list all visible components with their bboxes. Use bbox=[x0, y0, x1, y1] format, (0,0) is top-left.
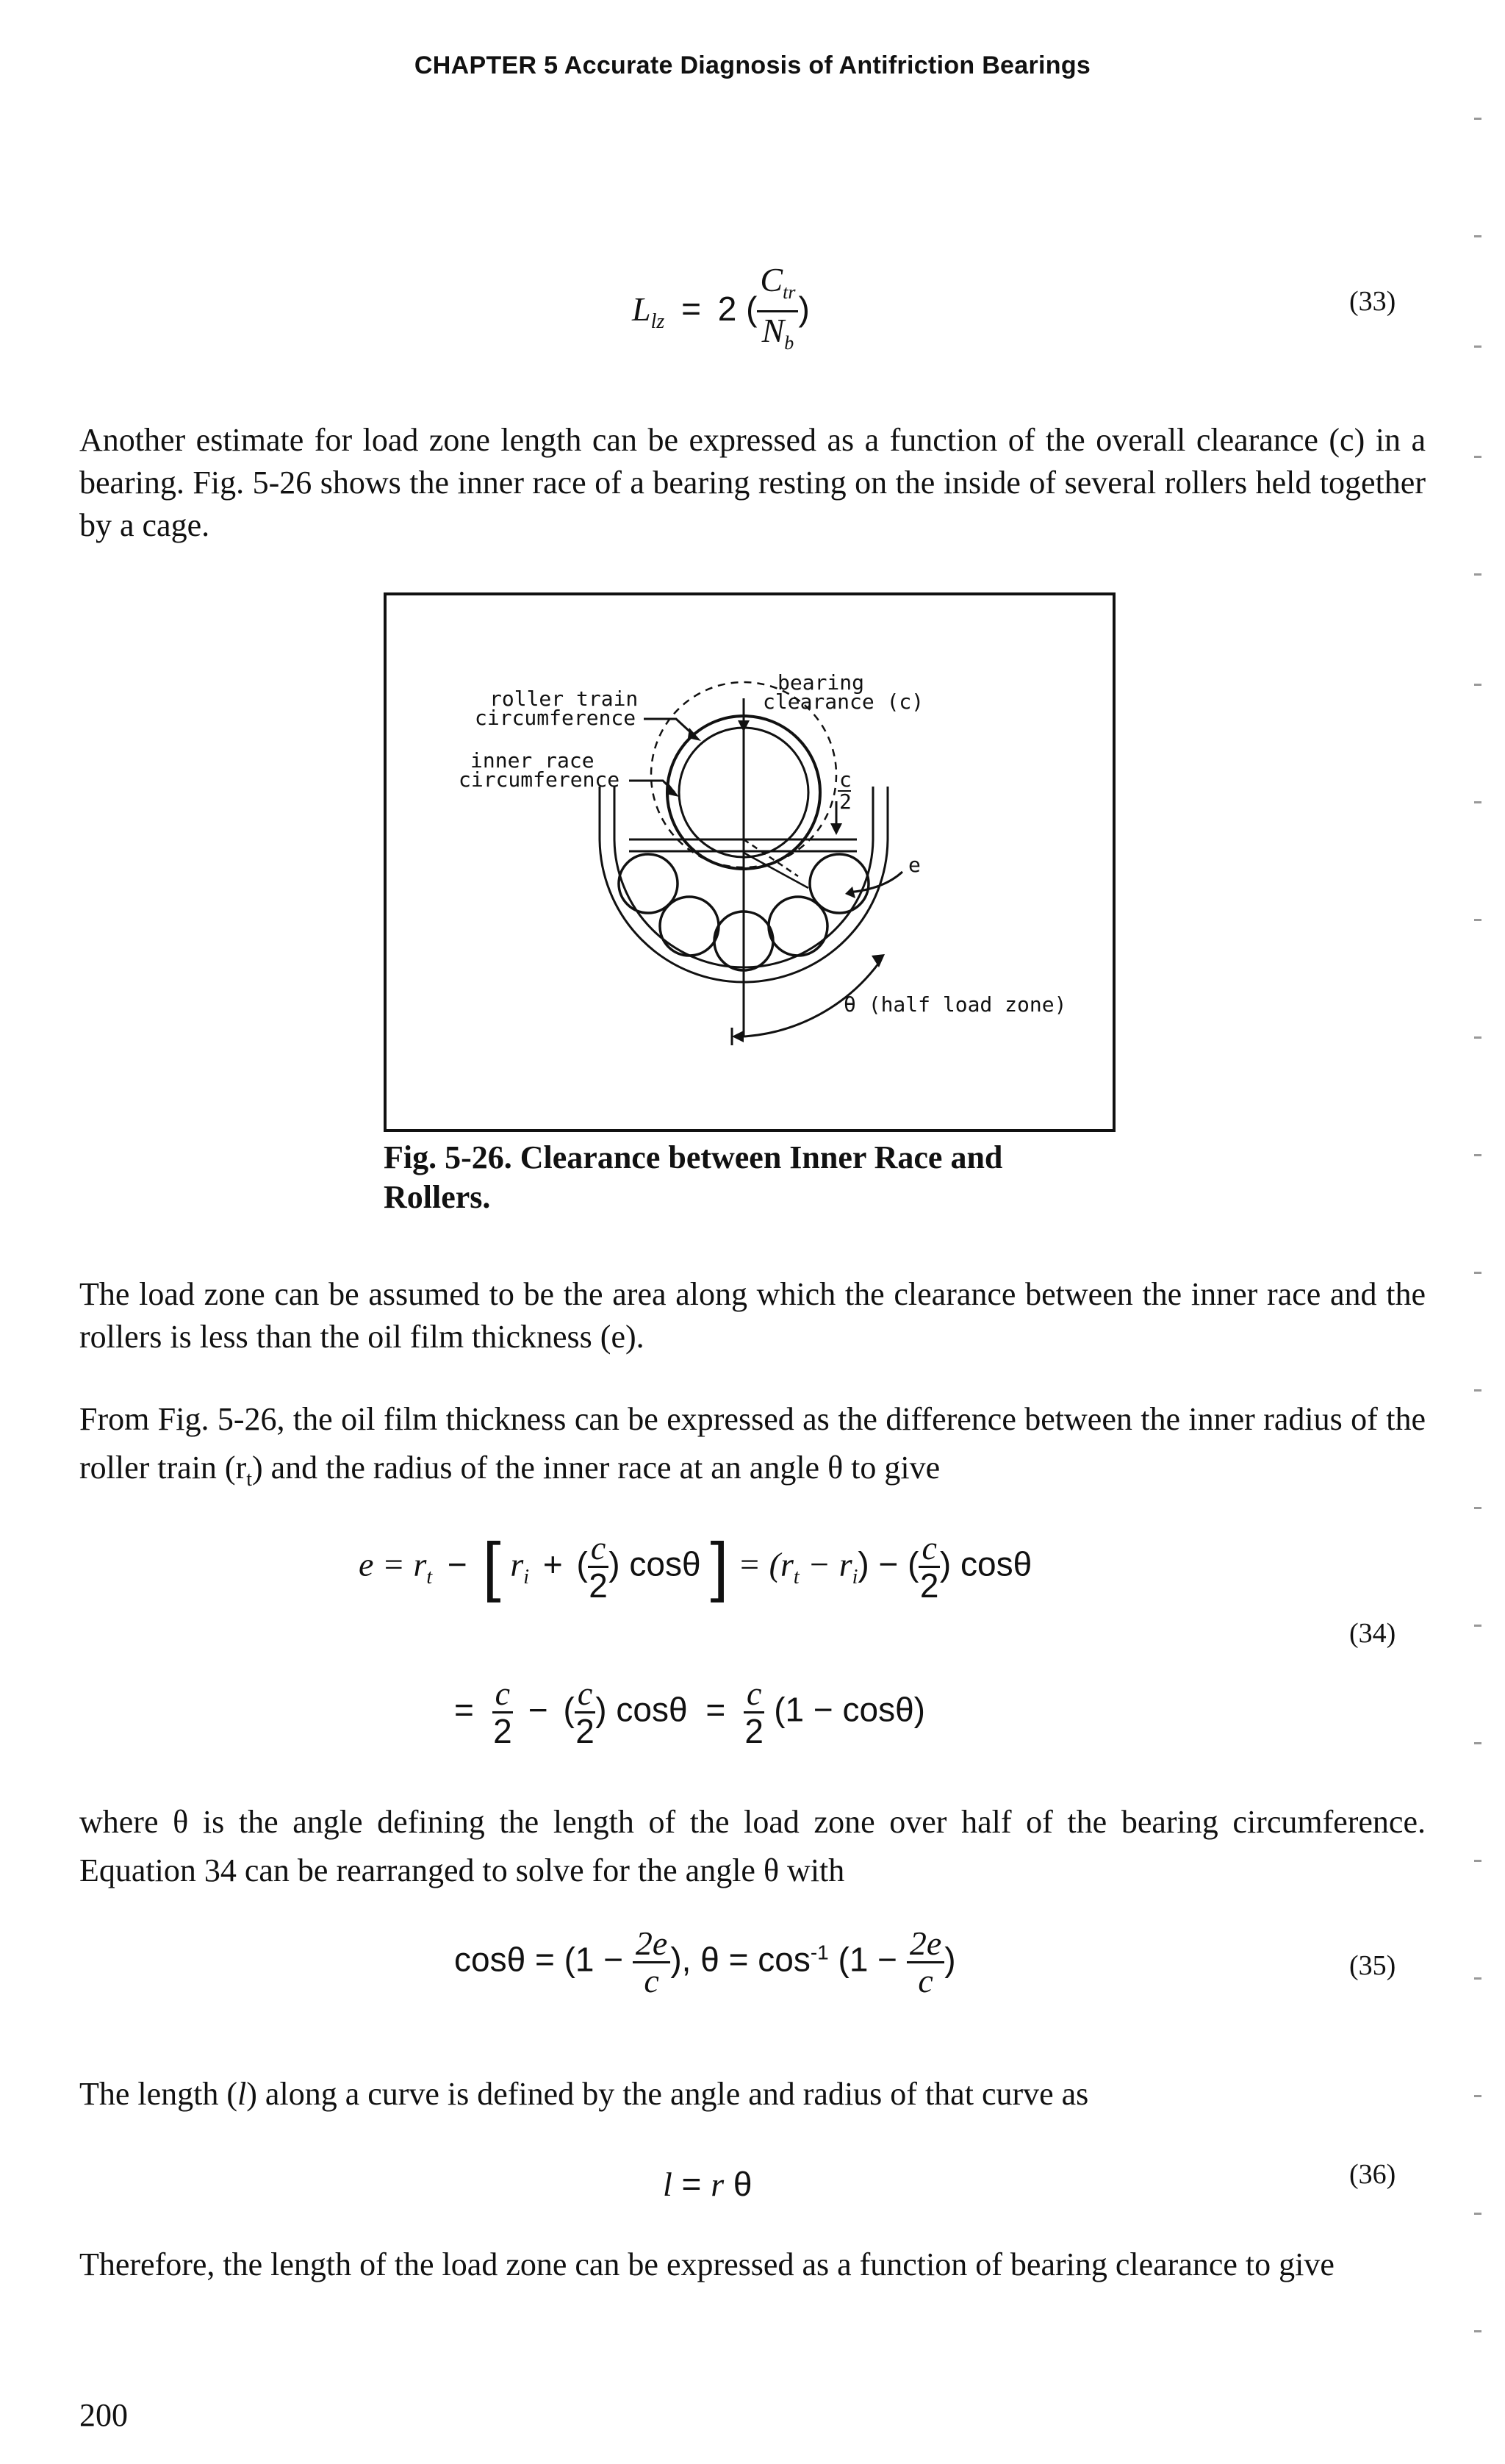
figure-5-26 bbox=[384, 592, 1116, 1132]
equation-number-35: (35) bbox=[1349, 1950, 1396, 1981]
paragraph-3: From Fig. 5-26, the oil film thickness can be expressed as the difference between the inner radius of the roller train $(r_t)$ and the radius of the inner race at an angle θ to give bbox=[79, 1401, 1426, 1491]
margin-tick bbox=[1474, 118, 1481, 120]
equation-34-line-2: = $\frac{c}{2}$ − ( $\frac{c}{2}$ ) cosθ = $\frac{c}{2}$ (1 − cosθ) bbox=[454, 1675, 925, 1750]
margin-tick bbox=[1474, 1625, 1481, 1627]
margin-tick bbox=[1474, 1860, 1481, 1862]
label-2: 2 bbox=[839, 789, 852, 814]
margin-tick bbox=[1474, 1154, 1481, 1156]
margin-tick bbox=[1474, 573, 1481, 576]
equation-number-36: (36) bbox=[1349, 2159, 1396, 2190]
figure-caption: Fig. 5-26. Clearance between Inner Race and Rollers. bbox=[384, 1139, 1003, 1215]
margin-tick bbox=[1474, 1389, 1481, 1392]
equation-number-34: (34) bbox=[1349, 1618, 1396, 1649]
label-inner-race-circumference: circumference bbox=[459, 767, 620, 792]
margin-tick bbox=[1474, 1036, 1481, 1039]
equation-number-33: (33) bbox=[1349, 286, 1396, 317]
paragraph-4: where θ is the angle defining the length of the load zone over half of the bearing circumference. Equation 34 can be rearranged to solve for the angle θ with bbox=[79, 1804, 1426, 1888]
margin-tick bbox=[1474, 235, 1481, 237]
margin-tick bbox=[1474, 2213, 1481, 2215]
margin-tick bbox=[1474, 1272, 1481, 1274]
margin-tick bbox=[1474, 684, 1481, 686]
label-inner-race: inner race bbox=[470, 748, 595, 773]
roller bbox=[660, 897, 719, 956]
label-bearing: bearing bbox=[777, 670, 865, 695]
label-c: c bbox=[839, 767, 852, 792]
page-number: 200 bbox=[79, 2397, 128, 2433]
margin-tick bbox=[1474, 2095, 1481, 2097]
paragraph-5: The length (l) along a curve is defined by the angle and radius of that curve as bbox=[79, 2076, 1089, 2112]
label-bearing-clearance: clearance (c) bbox=[763, 690, 924, 714]
margin-tick bbox=[1474, 345, 1481, 348]
margin-tick bbox=[1474, 801, 1481, 803]
equation-35: cosθ = (1 − $\frac{2e}{c}$ ), $\theta = \cos^{-1} (1$ − $\frac{2e}{c}$ ) bbox=[454, 1924, 956, 1999]
bearing-clearance-diagram bbox=[387, 595, 1113, 1129]
paragraph-6: Therefore, the length of the load zone can be expressed as a function of bearing clearance to give bbox=[79, 2246, 1335, 2282]
roller bbox=[810, 854, 869, 913]
margin-tick bbox=[1474, 1507, 1481, 1509]
label-e: e bbox=[908, 853, 921, 877]
margin-tick bbox=[1474, 456, 1481, 458]
paragraph-1: Another estimate for load zone length can be expressed as a function of the overall clearance (c) in a bearing. Fig. 5-26 shows the inner race of a bearing resting on the inside of several rollers held together by a cage. bbox=[79, 422, 1426, 543]
margin-tick bbox=[1474, 1742, 1481, 1744]
margin-tick bbox=[1474, 919, 1481, 921]
margin-tick bbox=[1474, 1977, 1481, 1980]
equation-36: l = r θ bbox=[663, 2165, 752, 2203]
equation-33: $L_{lz} = 2$ ( $\frac{C_{tr}}{N_b}$ ) bbox=[632, 261, 810, 354]
margin-tick bbox=[1474, 2330, 1481, 2332]
label-roller-train: roller train bbox=[489, 687, 639, 711]
label-theta: θ (half load zone) bbox=[844, 992, 1067, 1017]
label-roller-train-circumference: circumference bbox=[475, 706, 636, 730]
running-header: CHAPTER 5 Accurate Diagnosis of Antifriction Bearings bbox=[414, 51, 1091, 79]
equation-34-line-1: $e = r_t$ − [ $r_i$ + ( $\frac{c}{2}$ ) cosθ ] = $(r_t - r_i)$ − ( $\frac{c}{2}$ ) cosθ bbox=[359, 1529, 1032, 1605]
paragraph-2: The load zone can be assumed to be the area along which the clearance between the inner race and the rollers is less than the oil film thickness (e). bbox=[79, 1276, 1426, 1355]
